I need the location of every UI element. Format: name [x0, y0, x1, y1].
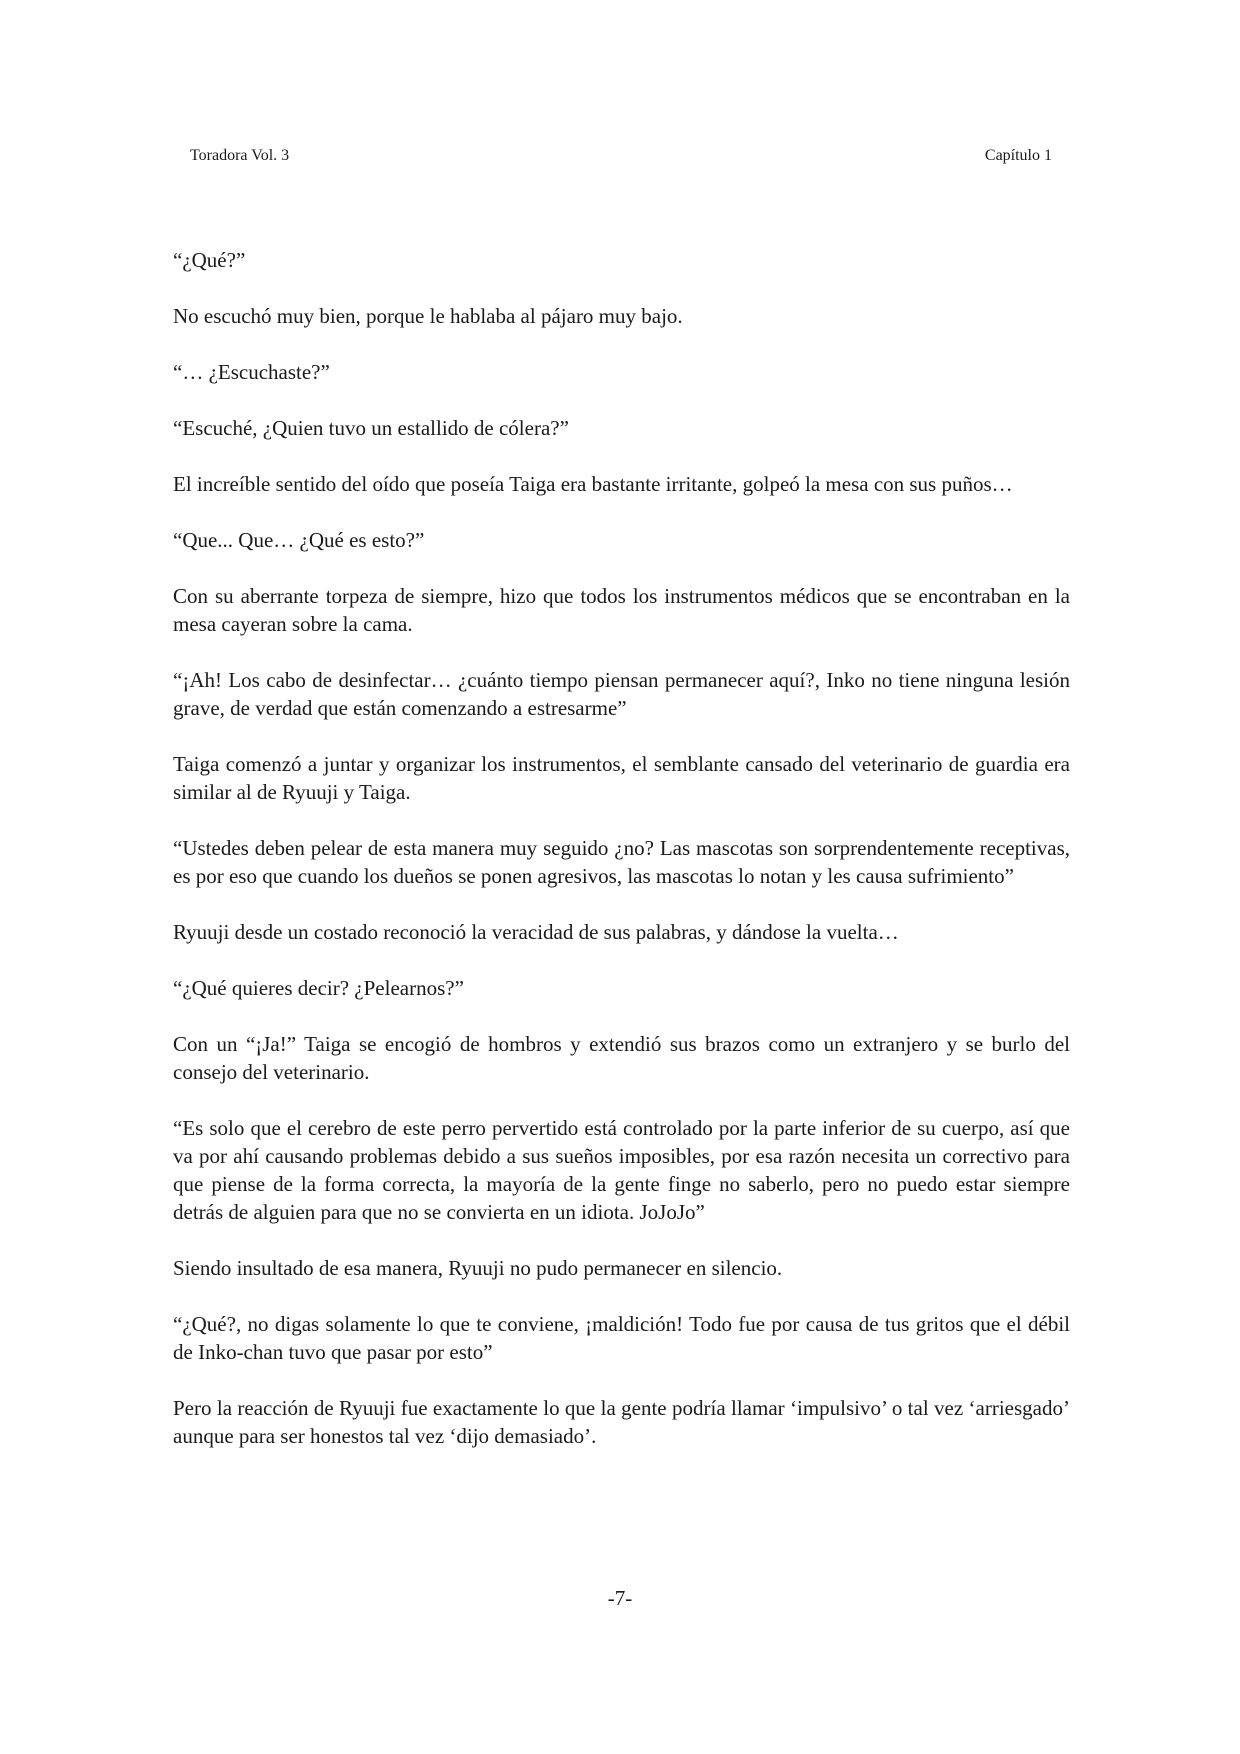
paragraph: No escuchó muy bien, porque le hablaba al pájaro muy bajo. — [173, 304, 683, 328]
paragraph: El increíble sentido del oído que poseía Taiga era bastante irritante, golpeó la mesa con sus puños… — [173, 472, 1013, 496]
page-header — [190, 146, 1052, 166]
paragraph: Taiga comenzó a juntar y organizar los instrumentos, el semblante cansado del veterinario de guardia era similar al de Ryuuji y Taiga. — [173, 752, 1070, 804]
paragraph: “¿Qué?” — [173, 248, 246, 272]
paragraph: Con un “¡Ja!” Taiga se encogió de hombros y extendió sus brazos como un extranjero y se burlo del consejo del veterinario. — [173, 1032, 1070, 1084]
paragraph: Con su aberrante torpeza de siempre, hizo que todos los instrumentos médicos que se encontraban en la mesa cayeran sobre la cama. — [173, 584, 1070, 636]
paragraph: “¡Ah! Los cabo de desinfectar… ¿cuánto tiempo piensan permanecer aquí?, Inko no tiene ninguna lesión grave, de verdad que están comenzando a estresarme” — [173, 668, 1070, 720]
header-book-title: Toradora Vol. 3 — [190, 147, 290, 164]
page-body — [173, 246, 1070, 1450]
paragraph: Ryuuji desde un costado reconoció la veracidad de sus palabras, y dándose la vuelta… — [173, 920, 899, 944]
header-chapter: Capítulo 1 — [984, 147, 1052, 164]
paragraph: “… ¿Escuchaste?” — [173, 360, 330, 384]
paragraph: “¿Qué quieres decir? ¿Pelearnos?” — [173, 976, 464, 1000]
page-number: -7- — [607, 1586, 633, 1610]
paragraph: Pero la reacción de Ryuuji fue exactamente lo que la gente podría llamar ‘impulsivo’ o tal vez ‘arriesgado’ aunque para ser honestos tal vez ‘dijo demasiado’. — [173, 1396, 1070, 1448]
paragraph: “Que... Que… ¿Qué es esto?” — [173, 528, 425, 552]
paragraph: “Ustedes deben pelear de esta manera muy seguido ¿no? Las mascotas son sorprendentemente receptivas, es por eso que cuando los dueños se ponen agresivos, las mascotas lo notan y les causa sufrimiento” — [173, 836, 1070, 888]
paragraph: “Escuché, ¿Quien tuvo un estallido de cólera?” — [173, 416, 569, 440]
paragraph: Siendo insultado de esa manera, Ryuuji no pudo permanecer en silencio. — [173, 1256, 783, 1280]
paragraph: “Es solo que el cerebro de este perro pervertido está controlado por la parte inferior de su cuerpo, así que va por ahí causando problemas debido a sus sueños imposibles, por esa razón necesita un correctivo para que piense de la forma correcta, la mayoría de la gente finge no saberlo, pero no puedo estar siempre detrás de alguien para que no se convierta en un idiota. JoJoJo” — [173, 1116, 1070, 1224]
paragraph: “¿Qué?, no digas solamente lo que te conviene, ¡maldición! Todo fue por causa de tus gritos que el débil de Inko-chan tuvo que pasar por esto” — [173, 1312, 1070, 1364]
